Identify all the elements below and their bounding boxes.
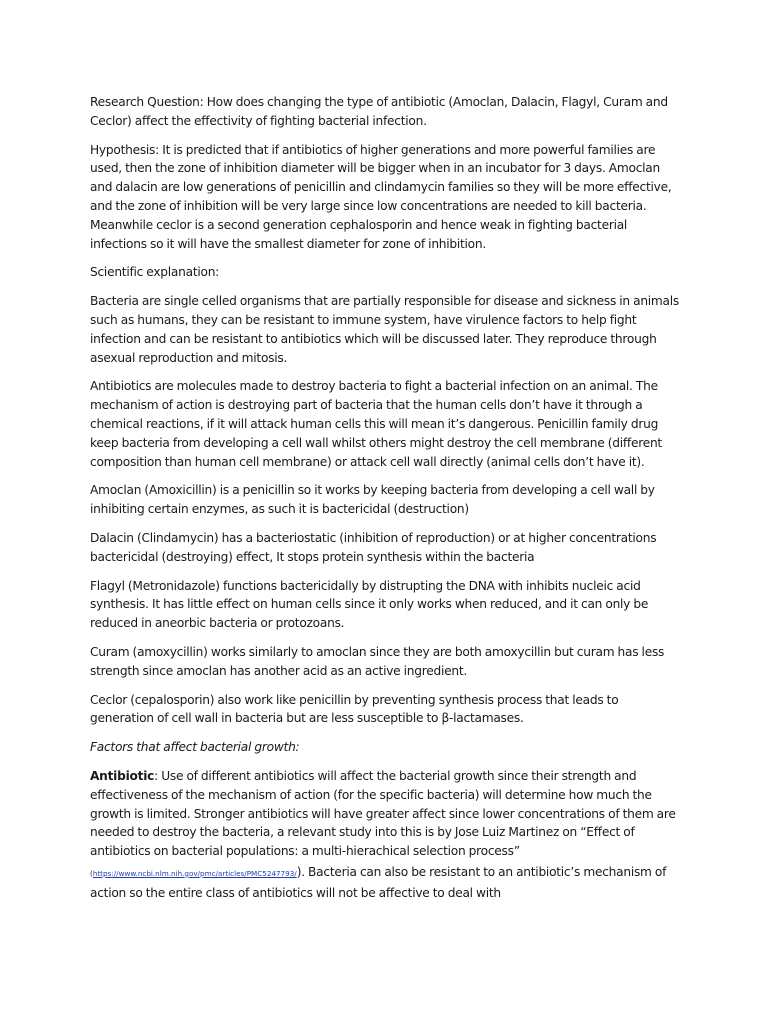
document-body: [90, 93, 680, 912]
dalacin-paragraph: Dalacin (Clindamycin) has a bacteriostatic (inhibition of reproduction) or at higher concentrations bactericidal (destroying) effect, It stops protein synthesis within the bacteria: [90, 530, 657, 564]
antibiotic-factor-text: : Use of different antibiotics will affect the bacterial growth since their strength and effectiveness of the mechanism of action (for the specific bacteria) will determine how much the growth is limited. Stronger antibiotics will have greater affect since lower concentrations of them are needed to destroy the bacteria, a relevant study into this is by Jose Luiz Martinez on “Effect of antibiotics on bacterial populations: a multi-hierachical selection process”: [90, 768, 676, 859]
flagyl-paragraph: Flagyl (Metronidazole) functions bactericidally by distrupting the DNA with inhibits nucleic acid synthesis. It has little effect on human cells since it only works when reduced, and it can only be reduced in aneorbic bacteria or protozoans.: [90, 578, 649, 631]
hypothesis-paragraph: Hypothesis: It is predicted that if antibiotics of higher generations and more powerful families are used, then the zone of inhibition diameter will be bigger when in an incubator for 3 days. Amoclan and dalacin are low generations of penicillin and clindamycin families so they will be more effective, and the zone of inhibition will be very large since low concentrations are needed to kill bacteria. Meanwhile ceclor is a second generation cephalosporin and hence weak in fighting bacterial infections so it will have the smallest diameter for zone of inhibition.: [90, 142, 672, 251]
antibiotic-factor-label: Antibiotic: [90, 768, 155, 783]
link-open-paren: (: [90, 868, 93, 878]
scientific-explanation-heading: Scientific explanation:: [90, 265, 220, 280]
antibiotic-factor-paragraph: [90, 767, 680, 903]
amoclan-paragraph: Amoclan (Amoxicillin) is a penicillin so it works by keeping bacteria from developing a cell wall by inhibiting certain enzymes, as such it is bactericidal (destruction): [90, 483, 655, 517]
ceclor-paragraph: Ceclor (cepalosporin) also work like penicillin by preventing synthesis process that leads to generation of cell wall in bacteria but are less susceptible to β-lactamases.: [90, 692, 619, 726]
link-close-paren: ): [296, 864, 302, 879]
ncbi-article-link[interactable]: https://www.ncbi.nlm.nih.gov/pmc/articles/PMC5247793/: [92, 868, 297, 878]
curam-paragraph: Curam (amoxycillin) works similarly to amoclan since they are both amoxycillin but curam has less strength since amoclan has another acid as an active ingredient.: [90, 644, 665, 678]
factors-heading: Factors that affect bacterial growth:: [90, 740, 300, 755]
bacteria-paragraph: Bacteria are single celled organisms that are partially responsible for disease and sickness in animals such as humans, they can be resistant to immune system, have virulence factors to help fight infection and can be resistant to antibiotics which will be discussed later. They reproduce through asexual reproduction and mitosis.: [90, 294, 680, 365]
research-question-paragraph: Research Question: How does changing the type of antibiotic (Amoclan, Dalacin, Flagyl, Curam and Ceclor) affect the effectivity of fighting bacterial infection.: [90, 95, 668, 128]
antibiotic-factor-text-end: . Bacteria can also be resistant to an antibiotic’s mechanism of action so the entire class of antibiotics will not be affective to deal with: [90, 864, 667, 900]
antibiotics-paragraph: Antibiotics are molecules made to destroy bacteria to fight a bacterial infection on an animal. The mechanism of action is destroying part of bacteria that the human cells don’t have it through a chemical reactions, if it will attack human cells this will mean it’s dangerous. Penicillin family drug keep bacteria from developing a cell wall whilst others might destroy the cell membrane (different composition than human cell membrane) or attack cell wall directly (animal cells don’t have it).: [90, 379, 662, 469]
